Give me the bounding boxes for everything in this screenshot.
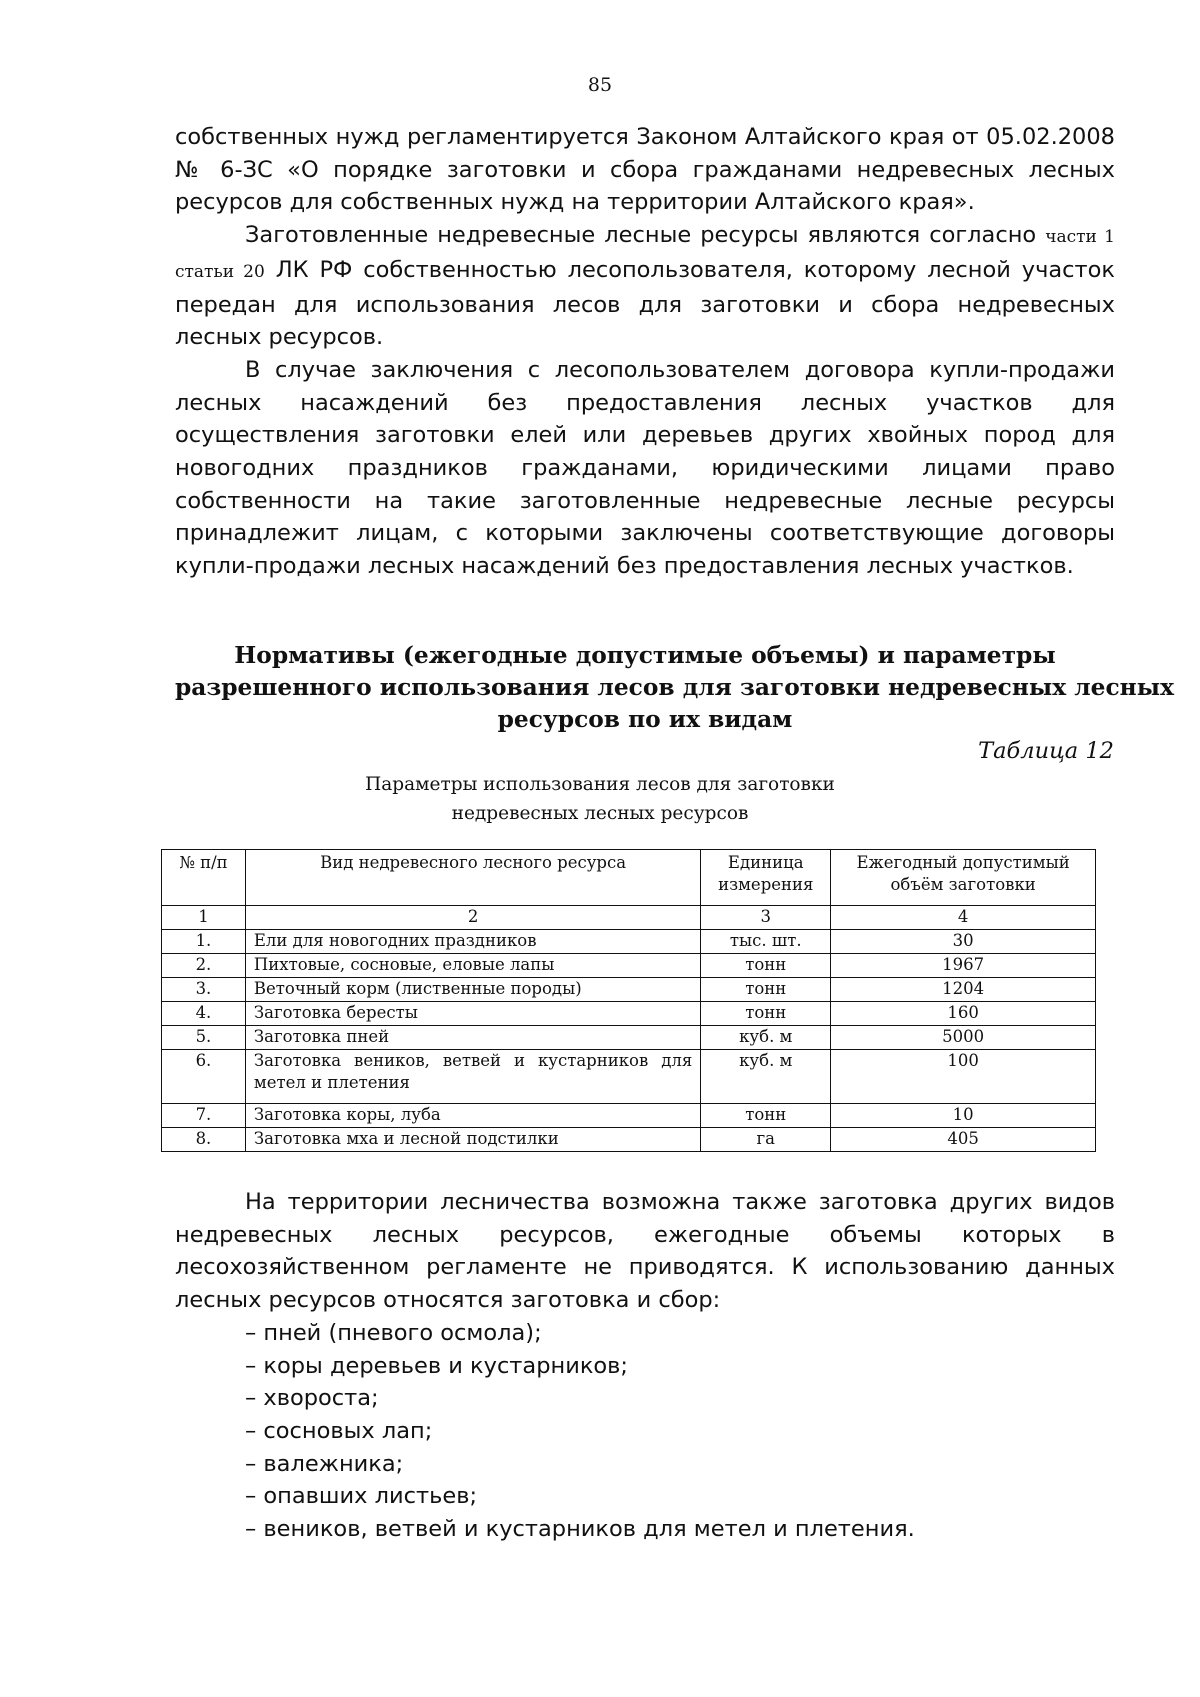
unit-cell: тонн xyxy=(701,954,831,978)
paragraph-law-reference: собственных нужд регламентируется Законом Алтайского края от 05.02.2008 № 6-ЗС «О порядке заготовки и сбора гражданами недревесных лесных ресурсов для собственных нужд на территории Алтайского края». xyxy=(175,124,1115,216)
table-row xyxy=(162,954,1096,978)
unit-cell: тонн xyxy=(701,1104,831,1128)
table-row xyxy=(162,1026,1096,1050)
table-row xyxy=(162,1002,1096,1026)
volume-cell: 405 xyxy=(831,1128,1096,1152)
body-text-bottom xyxy=(175,1186,1115,1546)
volume-cell: 160 xyxy=(831,1002,1096,1026)
list-item: – хвороста; xyxy=(245,1385,379,1412)
paragraph-ownership xyxy=(175,219,1115,354)
table-column-numbers-row xyxy=(162,906,1096,930)
non-timber-resources-table xyxy=(161,849,1096,1152)
volume-cell: 5000 xyxy=(831,1026,1096,1050)
body-text-top xyxy=(175,121,1115,583)
column-number-cell: 3 xyxy=(701,906,831,930)
paragraph-ownership-part-b: ЛК РФ собственностью лесопользователя, которому лесной участок передан для использования лесов для заготовки и сбора недревесных лесных ресурсов. xyxy=(175,256,1115,351)
header-number: № п/п xyxy=(162,850,246,906)
list-item: – сосновых лап; xyxy=(245,1417,433,1444)
table-row xyxy=(162,1128,1096,1152)
table-row xyxy=(162,1104,1096,1128)
volume-cell: 1204 xyxy=(831,978,1096,1002)
resource-cell: Заготовка коры, луба xyxy=(245,1104,700,1128)
unit-cell: куб. м xyxy=(701,1026,831,1050)
list-item: – опавших листьев; xyxy=(245,1483,478,1510)
paragraph-purchase-contract: В случае заключения с лесопользователем договора купли-продажи лесных насаждений без предоставления лесных участков для осуществления заготовки елей или деревьев других хвойных пород для новогодних праздников гражданами, юридическими лицами право собственности на такие заготовленные недревесные лесные ресурсы принадлежит лицам, с которыми заключены соответствующие договоры купли-продажи лесных насаждений без предоставления лесных участков. xyxy=(175,356,1115,580)
row-number-cell: 3. xyxy=(162,978,246,1002)
volume-cell: 1967 xyxy=(831,954,1096,978)
resource-cell: Заготовка мха и лесной подстилки xyxy=(245,1128,700,1152)
table-header-row xyxy=(162,850,1096,906)
section-heading-line-1: Нормативы (ежегодные допустимые объемы) и параметры xyxy=(234,642,1056,669)
unit-cell: тонн xyxy=(701,1002,831,1026)
resource-cell: Заготовка бересты xyxy=(245,1002,700,1026)
paragraph-ownership-article-ref: части 1 статьи 20 xyxy=(175,227,1115,282)
list-item: – коры деревьев и кустарников; xyxy=(245,1352,629,1379)
resource-cell: Заготовка пней xyxy=(245,1026,700,1050)
list-item: – веников, ветвей и кустарников для метел и плетения. xyxy=(245,1516,915,1543)
resource-cell: Веточный корм (лиственные породы) xyxy=(245,978,700,1002)
list-item: – валежника; xyxy=(245,1450,404,1477)
column-number-cell: 1 xyxy=(162,906,246,930)
volume-cell: 30 xyxy=(831,930,1096,954)
header-unit: Единица измерения xyxy=(701,850,831,906)
volume-cell: 10 xyxy=(831,1104,1096,1128)
volume-cell: 100 xyxy=(831,1050,1096,1104)
column-number-cell: 2 xyxy=(245,906,700,930)
header-resource-type: Вид недревесного лесного ресурса xyxy=(245,850,700,906)
section-heading-line-3: ресурсов по их видам xyxy=(497,706,793,733)
resource-cell: Ели для новогодних праздников xyxy=(245,930,700,954)
resource-cell: Пихтовые, сосновые, еловые лапы xyxy=(245,954,700,978)
table-row xyxy=(162,978,1096,1002)
row-number-cell: 1. xyxy=(162,930,246,954)
table-caption-line-2: недревесных лесных ресурсов xyxy=(451,803,749,824)
row-number-cell: 4. xyxy=(162,1002,246,1026)
paragraph-other-resources: На территории лесничества возможна также заготовка других видов недревесных лесных ресурсов, ежегодные объемы которых в лесохозяйственном регламенте не приводятся. К использованию данных лесных ресурсов относятся заготовка и сбор: xyxy=(175,1189,1115,1314)
page-number: 85 xyxy=(587,74,613,96)
paragraph-ownership-part-a: Заготовленные недревесные лесные ресурсы являются согласно xyxy=(245,222,1037,249)
row-number-cell: 8. xyxy=(162,1128,246,1152)
row-number-cell: 2. xyxy=(162,954,246,978)
row-number-cell: 7. xyxy=(162,1104,246,1128)
unit-cell: тыс. шт. xyxy=(701,930,831,954)
unit-cell: тонн xyxy=(701,978,831,1002)
section-heading-line-2: разрешенного использования лесов для заготовки недревесных лесных xyxy=(175,674,1174,701)
unit-cell: куб. м xyxy=(701,1050,831,1104)
unit-cell: га xyxy=(701,1128,831,1152)
table-label: Таблица 12 xyxy=(978,738,1114,764)
list-item: – пней (пневого осмола); xyxy=(245,1319,542,1346)
resource-list xyxy=(175,1317,1115,1546)
row-number-cell: 5. xyxy=(162,1026,246,1050)
section-heading xyxy=(175,640,1174,736)
table-caption xyxy=(0,770,1200,828)
table-row xyxy=(162,1050,1096,1104)
table-row xyxy=(162,930,1096,954)
column-number-cell: 4 xyxy=(831,906,1096,930)
table-caption-line-1: Параметры использования лесов для заготовки xyxy=(365,774,835,795)
resource-cell: Заготовка веников, ветвей и кустарников для метел и плетения xyxy=(245,1050,700,1104)
header-annual-volume: Ежегодный допустимый объём заготовки xyxy=(831,850,1096,906)
row-number-cell: 6. xyxy=(162,1050,246,1104)
